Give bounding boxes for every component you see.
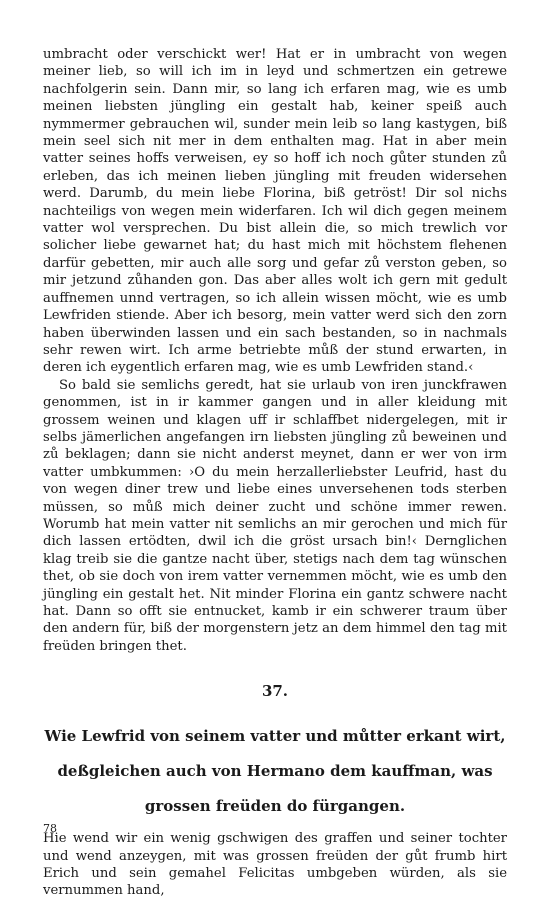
paragraph: So bald sie semlichs geredt, hat sie urlaub von iren junckfrawen genommen, ist in ir kammer gangen und in aller kleidung mit grossem weinen und klagen uff ir schlaffbet nidergelegen, mit ir selbs jämerlichen angefangen irn liebsten jüngling zů beweinen und zů beklagen; dann sie nicht anderst meynet, dann er wer von irm vatter umbkummen: ›O du mein herzallerliebster Leufrid, hast du von wegen diner trew und liebe eines unversehenen tods sterben müssen, so můß mich deiner zucht und schöne immer rewen. Worumb hat mein vatter nit semlichs an mir gerochen und mich für dich lassen ertödten, dwil ich die gröst ursach bin!‹ Dernglichen klag treib sie die gantze nacht über, stetigs nach dem tag wünschen thet, ob sie doch von irem vatter vernemmen möcht, wie es umb den jüngling ein gestalt het. Nit minder Florina ein gantz schwere nacht hat. Dann so offt sie entnucket, kamb ir ein schwerer traum über den andern für, biß der morgenstern jetz an dem himmel den tag mit freüden bringen thet.: [43, 377, 507, 654]
chapter-heading-line: grossen freüden do fürgangen.: [144, 797, 406, 816]
chapter-heading-line: Wie Lewfrid von seinem vatter und můtter erkant wirt,: [44, 727, 506, 746]
chapter-number: 37.: [261, 682, 289, 701]
paragraph-continued: umbracht oder verschickt wer! Hat er in umbracht von wegen meiner lieb, so will ich im in leyd und schmertzen ein getrewe nachfolgerin sein. Dann mir, so lang ich erfaren mag, wie es umb meinen liebsten jüngling ein gestalt hab, keiner speiß auch nymmermer gebrauchen wil, sunder mein leib so lang kastygen, biß mein seel sich nit mer in dem enthalten mag. Hat in aber mein vatter seines hoffs verweisen, ey so hoff ich noch gůter stunden zů erleben, das ich meinen lieben jüngling mit freuden widersehen werd. Darumb, du mein liebe Florina, biß getröst! Dir sol nichs nachteiligs von wegen mein widerfaren. Ich wil dich gegen meinem vatter wol versprechen. Du bist allein die, so mich trewlich vor solicher liebe gewarnet hat; du hast mich mit höchstem flehenen darfür gebetten, mir auch alle sorg und gefar zů verston geben, so mir jetzund zůhanden gon. Das aber alles wolt ich gern mit gedult auffnemen unnd vertragen, so ich allein wissen möcht, wie es umb Lewfriden stiende. Aber ich besorg, mein vatter werd sich den zorn haben überwinden lassen und ein sach bestanden, so in nachmals sehr rewen wirt. Ich arme betriebte můß der stund erwarten, in deren ich eygentlich erfaren mag, wie es umb Lewfriden stand.‹: [43, 47, 507, 376]
chapter-heading-line: deßgleichen auch von Hermano dem kauffman, was: [57, 762, 493, 781]
page-number: 78: [43, 822, 57, 835]
page-body: [43, 46, 507, 900]
paragraph: Hie wend wir ein wenig gschwigen des graffen und seiner tochter und wend anzeygen, mit was grossen freüden der gůt frumb hirt Erich und sein gemahel Felicitas umbgeben würden, als sie vernummen hand,: [43, 831, 507, 899]
chapter-heading: [43, 719, 507, 824]
